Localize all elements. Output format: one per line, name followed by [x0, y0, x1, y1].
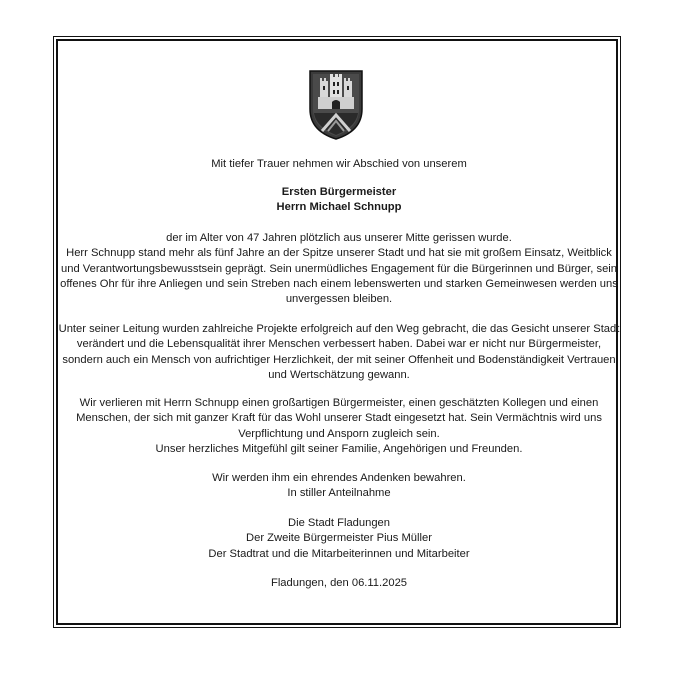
- signatories: [58, 516, 620, 562]
- text-line: Menschen, der sich mit ganzer Kraft für das Wohl unserer Stadt eingesetzt hat. Sein Vermächtnis wird uns: [76, 412, 602, 425]
- paragraph-achievements: [58, 322, 620, 383]
- signatory-line: Der Stadtrat und die Mitarbeiterinnen und Mitarbeiter: [208, 547, 470, 560]
- text-line: Wir verlieren mit Herrn Schnupp einen großartigen Bürgermeister, einen geschätzten Kollegen und einen: [79, 397, 599, 409]
- text-line: der im Alter von 47 Jahren plötzlich aus unserer Mitte gerissen wurde.: [166, 232, 512, 244]
- text-line: und Wertschätzung gewann.: [268, 368, 410, 381]
- text-line: unvergessen bleiben.: [285, 293, 393, 306]
- deceased-name: Herrn Michael Schnupp: [276, 201, 402, 214]
- closing-text: [58, 471, 620, 502]
- text-line: Unser herzliches Mitgefühl gilt seiner Familie, Angehörigen und Freunden.: [155, 442, 523, 455]
- text-line: Wir werden ihm ein ehrendes Andenken bewahren.: [212, 472, 466, 484]
- text-line: offenes Ohr für ihre Anliegen und sein Streben nach einem lebenswerten und starken Gemeinwesen werden uns: [60, 277, 618, 290]
- coat-of-arms-icon: [308, 69, 364, 141]
- text-line: verändert und die Lebensqualität ihrer Menschen verbessert haben. Dabei war er nicht nur Bürgermeister,: [76, 338, 602, 351]
- intro-text: Mit tiefer Trauer nehmen wir Abschied von unserem: [211, 158, 467, 170]
- paragraph-tribute: [58, 231, 620, 307]
- deceased-title: [58, 185, 620, 216]
- text-line: Verpflichtung und Ansporn zugleich sein.: [238, 427, 440, 440]
- paragraph-loss: [58, 396, 620, 457]
- signatory-line: Der Zweite Bürgermeister Pius Müller: [246, 532, 432, 545]
- text-line: sondern auch ein Mensch von aufrichtiger Herzlichkeit, der mit seiner Offenheit und Bodenständigkeit Vertrauen: [62, 353, 616, 366]
- place-date: Fladungen, den 06.11.2025: [270, 577, 408, 589]
- text-line: und Verantwortungsbewusstsein geprägt. Sein unermüdliches Engagement für die Bürgerinnen und Bürger, sein: [61, 262, 617, 275]
- signatory-line: Die Stadt Fladungen: [288, 517, 390, 529]
- text-line: Unter seiner Leitung wurden zahlreiche Projekte erfolgreich auf den Weg gebracht, die das Gesicht unserer Stadt: [58, 323, 620, 335]
- text-line: In stiller Anteilnahme: [287, 487, 391, 500]
- text-line: Herr Schnupp stand mehr als fünf Jahre an der Spitze unserer Stadt und hat sie mit großem Einsatz, Weitblick: [66, 247, 612, 260]
- deceased-title-line: Ersten Bürgermeister: [281, 186, 397, 198]
